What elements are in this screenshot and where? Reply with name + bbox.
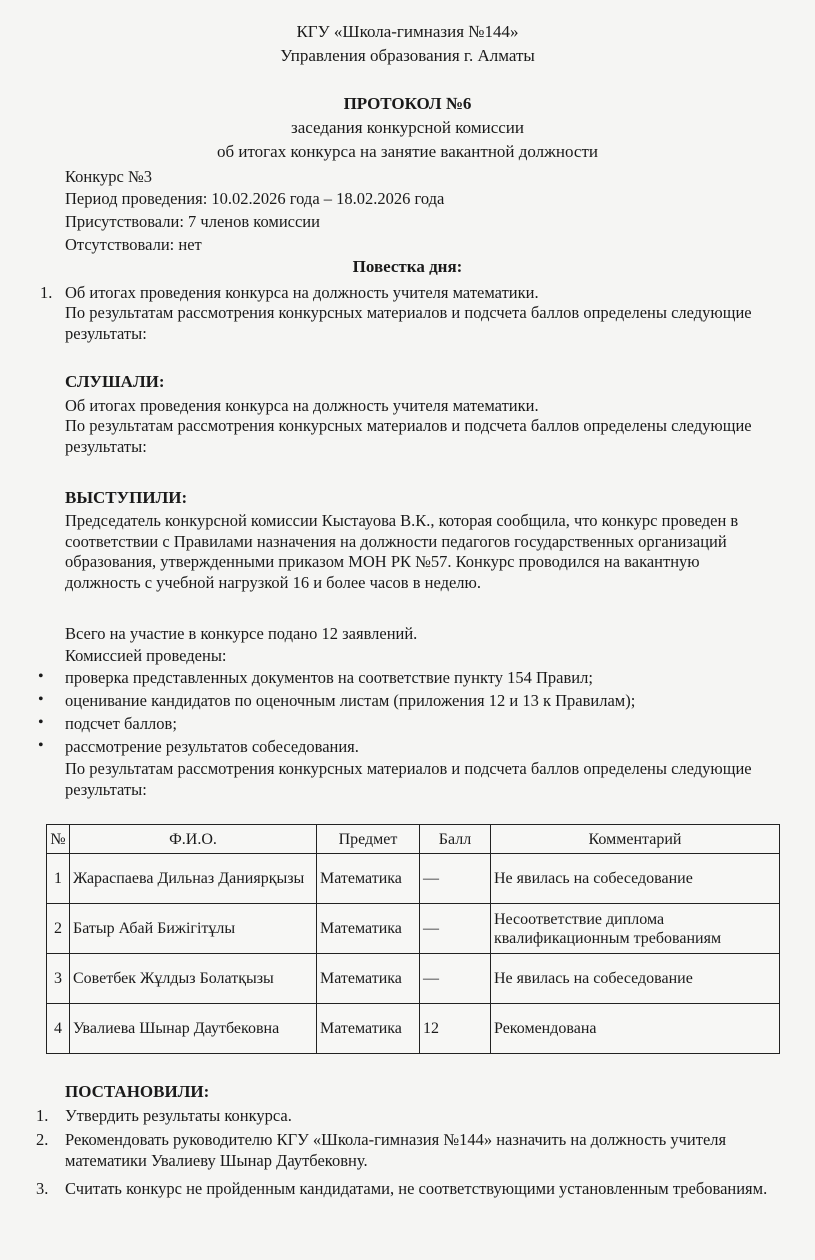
candidate-subject: Математика (317, 904, 420, 954)
candidate-subject: Математика (317, 854, 420, 904)
table-row (47, 854, 780, 904)
candidate-name: Батыр Абай Бижігітұлы (70, 904, 317, 954)
candidate-comment: Рекомендована (491, 1004, 780, 1054)
resolved-item-number: 3. (36, 1179, 49, 1198)
applications-count: Всего на участие в конкурсе подано 12 заявлений. (65, 624, 418, 643)
document-title: ПРОТОКОЛ №6 (343, 94, 472, 113)
document-subtitle-2: об итогах конкурса на занятие вакантной должности (216, 142, 599, 161)
commission-item: подсчет баллов; (65, 714, 177, 733)
attendees-present: Присутствовали: 7 членов комиссии (65, 212, 320, 231)
listened-text-2: По результатам рассмотрения конкурсных материалов и подсчета баллов определены следующие результаты: (65, 416, 752, 456)
spoke-paragraph: Председатель конкурсной комиссии Кыстауова В.К., которая сообщила, что конкурс проведен в соответствии с Правилами назначения на должности педагогов государственных организаций образования, утвержденными приказом МОН РК №57. Конкурс проводился на вакантную должность с учебной нагрузкой 16 и более часов в неделю. (65, 511, 739, 592)
candidate-name: Жараспаева Дильназ Даниярқызы (70, 854, 317, 904)
row-number: 2 (47, 904, 70, 954)
candidate-subject: Математика (317, 954, 420, 1004)
contest-period: Период проведения: 10.02.2026 года – 18.02.2026 года (65, 189, 445, 208)
header-number: № (47, 825, 70, 854)
contest-number: Конкурс №3 (65, 167, 152, 186)
row-number: 1 (47, 854, 70, 904)
candidate-comment: Не явилась на собеседование (491, 854, 780, 904)
candidate-subject: Математика (317, 1004, 420, 1054)
commission-intro: Комиссией проведены: (65, 646, 227, 665)
candidate-score: — (420, 854, 491, 904)
department-name: Управления образования г. Алматы (280, 46, 535, 65)
bullet-icon: • (38, 714, 44, 731)
resolved-item-number: 2. (36, 1130, 49, 1149)
candidate-score: 12 (420, 1004, 491, 1054)
agenda-item-number: 1. (40, 283, 53, 302)
header-comment: Комментарий (491, 825, 780, 854)
header-score: Балл (420, 825, 491, 854)
candidate-comment: Несоответствие диплома квалификационным требованиям (491, 904, 780, 954)
commission-item: рассмотрение результатов собеседования. (65, 737, 359, 756)
attendees-absent: Отсутствовали: нет (65, 235, 202, 254)
resolved-item-number: 1. (36, 1106, 49, 1125)
results-intro: По результатам рассмотрения конкурсных материалов и подсчета баллов определены следующие результаты: (65, 759, 752, 799)
candidate-score: — (420, 904, 491, 954)
table-header-row (47, 825, 780, 854)
document-subtitle-1: заседания конкурсной комиссии (290, 118, 524, 137)
header-subject: Предмет (317, 825, 420, 854)
candidate-score: — (420, 954, 491, 1004)
table-row (47, 1004, 780, 1054)
row-number: 3 (47, 954, 70, 1004)
candidate-comment: Не явилась на собеседование (491, 954, 780, 1004)
organization-name: КГУ «Школа-гимназия №144» (296, 22, 519, 41)
listened-text-1: Об итогах проведения конкурса на должность учителя математики. (65, 396, 539, 415)
results-table (46, 824, 780, 1054)
bullet-icon: • (38, 737, 44, 754)
commission-item: проверка представленных документов на соответствие пункту 154 Правил; (65, 668, 593, 687)
table-row (47, 904, 780, 954)
candidate-name: Советбек Жұлдыз Болатқызы (70, 954, 317, 1004)
table-row (47, 954, 780, 1004)
resolved-item-text: Утвердить результаты конкурса. (65, 1106, 292, 1125)
agenda-item-text: По результатам рассмотрения конкурсных материалов и подсчета баллов определены следующие результаты: (65, 303, 752, 343)
listened-heading: СЛУШАЛИ: (65, 372, 165, 391)
agenda-heading: Повестка дня: (352, 257, 463, 276)
candidate-name: Увалиева Шынар Даутбековна (70, 1004, 317, 1054)
bullet-icon: • (38, 668, 44, 685)
resolved-item-text: Считать конкурс не пройденным кандидатами, не соответствующими установленным требованиям. (65, 1179, 768, 1198)
spoke-heading: ВЫСТУПИЛИ: (65, 488, 188, 507)
row-number: 4 (47, 1004, 70, 1054)
resolved-heading: ПОСТАНОВИЛИ: (65, 1082, 210, 1101)
resolved-item-text: Рекомендовать руководителю КГУ «Школа-гимназия №144» назначить на должность учителя математики Увалиеву Шынар Даутбековну. (65, 1130, 727, 1170)
bullet-icon: • (38, 691, 44, 708)
header-name: Ф.И.О. (70, 825, 317, 854)
agenda-item-title: Об итогах проведения конкурса на должность учителя математики. (65, 283, 539, 302)
commission-item: оценивание кандидатов по оценочным листам (приложения 12 и 13 к Правилам); (65, 691, 636, 710)
